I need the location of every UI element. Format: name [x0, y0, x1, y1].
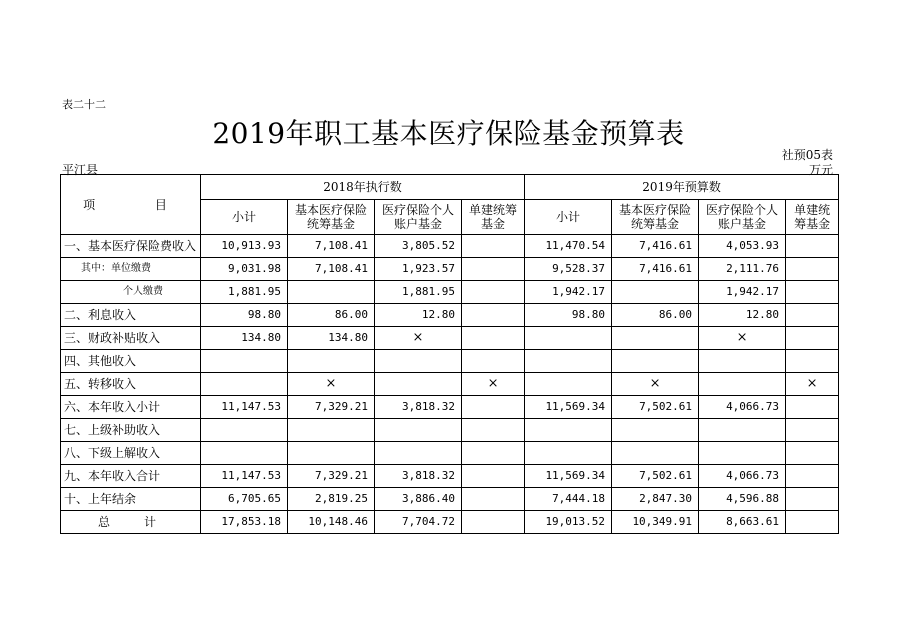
table-cell [462, 235, 525, 258]
table-cell: 2,819.25 [288, 488, 375, 511]
table-cell: 19,013.52 [525, 511, 612, 534]
table-cell: 6,705.65 [201, 488, 288, 511]
item-column-header: 项 目 [61, 175, 201, 235]
unit-label: 万元 [808, 163, 833, 177]
table-cell [786, 488, 839, 511]
table-cell: 134.80 [201, 327, 288, 350]
table-cell: 1,923.57 [375, 258, 462, 281]
table-cell [462, 327, 525, 350]
table-row [61, 419, 839, 442]
table-cell: 9,031.98 [201, 258, 288, 281]
table-row [61, 327, 839, 350]
table-cell: 7,416.61 [612, 258, 699, 281]
table-cell [462, 350, 525, 373]
table-cell: 7,704.72 [375, 511, 462, 534]
form-number: 社预05表 [781, 148, 833, 162]
table-cell: × [699, 327, 786, 350]
table-cell [201, 419, 288, 442]
table-cell [525, 442, 612, 465]
table-cell [462, 396, 525, 419]
table-cell [525, 350, 612, 373]
table-cell: 98.80 [201, 304, 288, 327]
table-cell: 7,502.61 [612, 396, 699, 419]
table-cell [699, 350, 786, 373]
row-label: 二、利息收入 [61, 304, 201, 327]
table-cell: × [612, 373, 699, 396]
table-cell [786, 281, 839, 304]
table-body [61, 235, 839, 534]
table-row [61, 258, 839, 281]
table-cell: 86.00 [612, 304, 699, 327]
table-cell: 8,663.61 [699, 511, 786, 534]
table-cell: 3,886.40 [375, 488, 462, 511]
table-cell [201, 442, 288, 465]
table-cell: 9,528.37 [525, 258, 612, 281]
table-cell: × [462, 373, 525, 396]
table-cell [786, 465, 839, 488]
table-cell: × [288, 373, 375, 396]
header-row-groups [61, 175, 839, 200]
table-cell [462, 488, 525, 511]
table-cell: 1,942.17 [525, 281, 612, 304]
group-header-2019: 2019年预算数 [525, 175, 839, 200]
table-cell [786, 327, 839, 350]
table-cell: 11,569.34 [525, 465, 612, 488]
table-cell: 12.80 [699, 304, 786, 327]
table-cell: 4,053.93 [699, 235, 786, 258]
table-cell [786, 258, 839, 281]
budget-table [60, 174, 839, 534]
table-cell [786, 304, 839, 327]
table-cell [288, 281, 375, 304]
table-cell: 1,881.95 [375, 281, 462, 304]
table-cell [462, 511, 525, 534]
table-cell: 11,147.53 [201, 396, 288, 419]
table-cell: 11,470.54 [525, 235, 612, 258]
row-label: 其中：单位缴费 [61, 258, 201, 281]
col-header-personal-2019: 医疗保险个人账户基金 [699, 200, 786, 235]
table-cell [699, 442, 786, 465]
row-label: 十、上年结余 [61, 488, 201, 511]
table-cell: 7,108.41 [288, 258, 375, 281]
table-cell: 98.80 [525, 304, 612, 327]
table-cell: 3,805.52 [375, 235, 462, 258]
table-cell [375, 350, 462, 373]
row-label: 一、基本医疗保险费收入 [61, 235, 201, 258]
table-cell: 17,853.18 [201, 511, 288, 534]
table-cell [525, 373, 612, 396]
table-cell: 3,818.32 [375, 465, 462, 488]
table-cell [288, 350, 375, 373]
table-cell [288, 419, 375, 442]
table-cell [699, 419, 786, 442]
table-cell [201, 350, 288, 373]
table-row [61, 281, 839, 304]
table-cell: 11,569.34 [525, 396, 612, 419]
table-cell: 134.80 [288, 327, 375, 350]
row-label: 总计 [61, 511, 201, 534]
col-header-standalone-2018: 单建统筹基金 [462, 200, 525, 235]
table-row [61, 442, 839, 465]
col-header-pooled-2018: 基本医疗保险统筹基金 [288, 200, 375, 235]
table-cell [612, 281, 699, 304]
table-cell [786, 350, 839, 373]
table-row [61, 304, 839, 327]
table-cell: 2,111.76 [699, 258, 786, 281]
table-cell: 7,108.41 [288, 235, 375, 258]
table-cell [288, 442, 375, 465]
table-cell: 11,147.53 [201, 465, 288, 488]
row-label: 个人缴费 [61, 281, 201, 304]
table-cell: 4,066.73 [699, 396, 786, 419]
col-header-pooled-2019: 基本医疗保险统筹基金 [612, 200, 699, 235]
table-cell: × [375, 327, 462, 350]
table-cell: 1,942.17 [699, 281, 786, 304]
col-header-subtotal-2019: 小计 [525, 200, 612, 235]
table-row [61, 350, 839, 373]
table-cell: 4,596.88 [699, 488, 786, 511]
table-cell: 7,444.18 [525, 488, 612, 511]
table-cell [201, 373, 288, 396]
table-cell: 2,847.30 [612, 488, 699, 511]
county-label: 平江县 [62, 163, 99, 177]
table-cell [525, 327, 612, 350]
table-cell: 10,349.91 [612, 511, 699, 534]
table-cell [375, 419, 462, 442]
table-cell: 7,329.21 [288, 396, 375, 419]
table-row [61, 465, 839, 488]
table-cell: 10,913.93 [201, 235, 288, 258]
table-cell: 7,416.61 [612, 235, 699, 258]
table-cell [612, 327, 699, 350]
table-cell [786, 442, 839, 465]
table-cell: 86.00 [288, 304, 375, 327]
table-cell: 7,502.61 [612, 465, 699, 488]
table-cell [612, 350, 699, 373]
table-row [61, 511, 839, 534]
table-number: 表二十二 [62, 98, 106, 111]
table-cell: × [786, 373, 839, 396]
page-title: 2019年职工基本医疗保险基金预算表 [212, 117, 685, 150]
table-row [61, 373, 839, 396]
group-header-2018: 2018年执行数 [201, 175, 525, 200]
table-cell: 1,881.95 [201, 281, 288, 304]
table-cell: 12.80 [375, 304, 462, 327]
table-cell [462, 419, 525, 442]
row-label: 六、本年收入小计 [61, 396, 201, 419]
row-label: 三、财政补贴收入 [61, 327, 201, 350]
table-cell [786, 235, 839, 258]
col-header-subtotal-2018: 小计 [201, 200, 288, 235]
table-cell [786, 511, 839, 534]
table-row [61, 235, 839, 258]
table-cell [375, 442, 462, 465]
table-cell [612, 419, 699, 442]
table-cell: 7,329.21 [288, 465, 375, 488]
table-cell [462, 304, 525, 327]
table-row [61, 396, 839, 419]
table-row [61, 488, 839, 511]
table-cell: 10,148.46 [288, 511, 375, 534]
col-header-personal-2018: 医疗保险个人账户基金 [375, 200, 462, 235]
row-label: 八、下级上解收入 [61, 442, 201, 465]
table-cell [462, 465, 525, 488]
table-cell [525, 419, 612, 442]
row-label: 七、上级补助收入 [61, 419, 201, 442]
table-cell [699, 373, 786, 396]
table-cell [786, 419, 839, 442]
table-cell [786, 396, 839, 419]
col-header-standalone-2019: 单建统筹基金 [786, 200, 839, 235]
table-cell [612, 442, 699, 465]
row-label: 九、本年收入合计 [61, 465, 201, 488]
row-label: 四、其他收入 [61, 350, 201, 373]
table-cell [462, 281, 525, 304]
table-cell: 4,066.73 [699, 465, 786, 488]
row-label: 五、转移收入 [61, 373, 201, 396]
table-cell [462, 258, 525, 281]
table-cell [462, 442, 525, 465]
table-cell [375, 373, 462, 396]
table-cell: 3,818.32 [375, 396, 462, 419]
